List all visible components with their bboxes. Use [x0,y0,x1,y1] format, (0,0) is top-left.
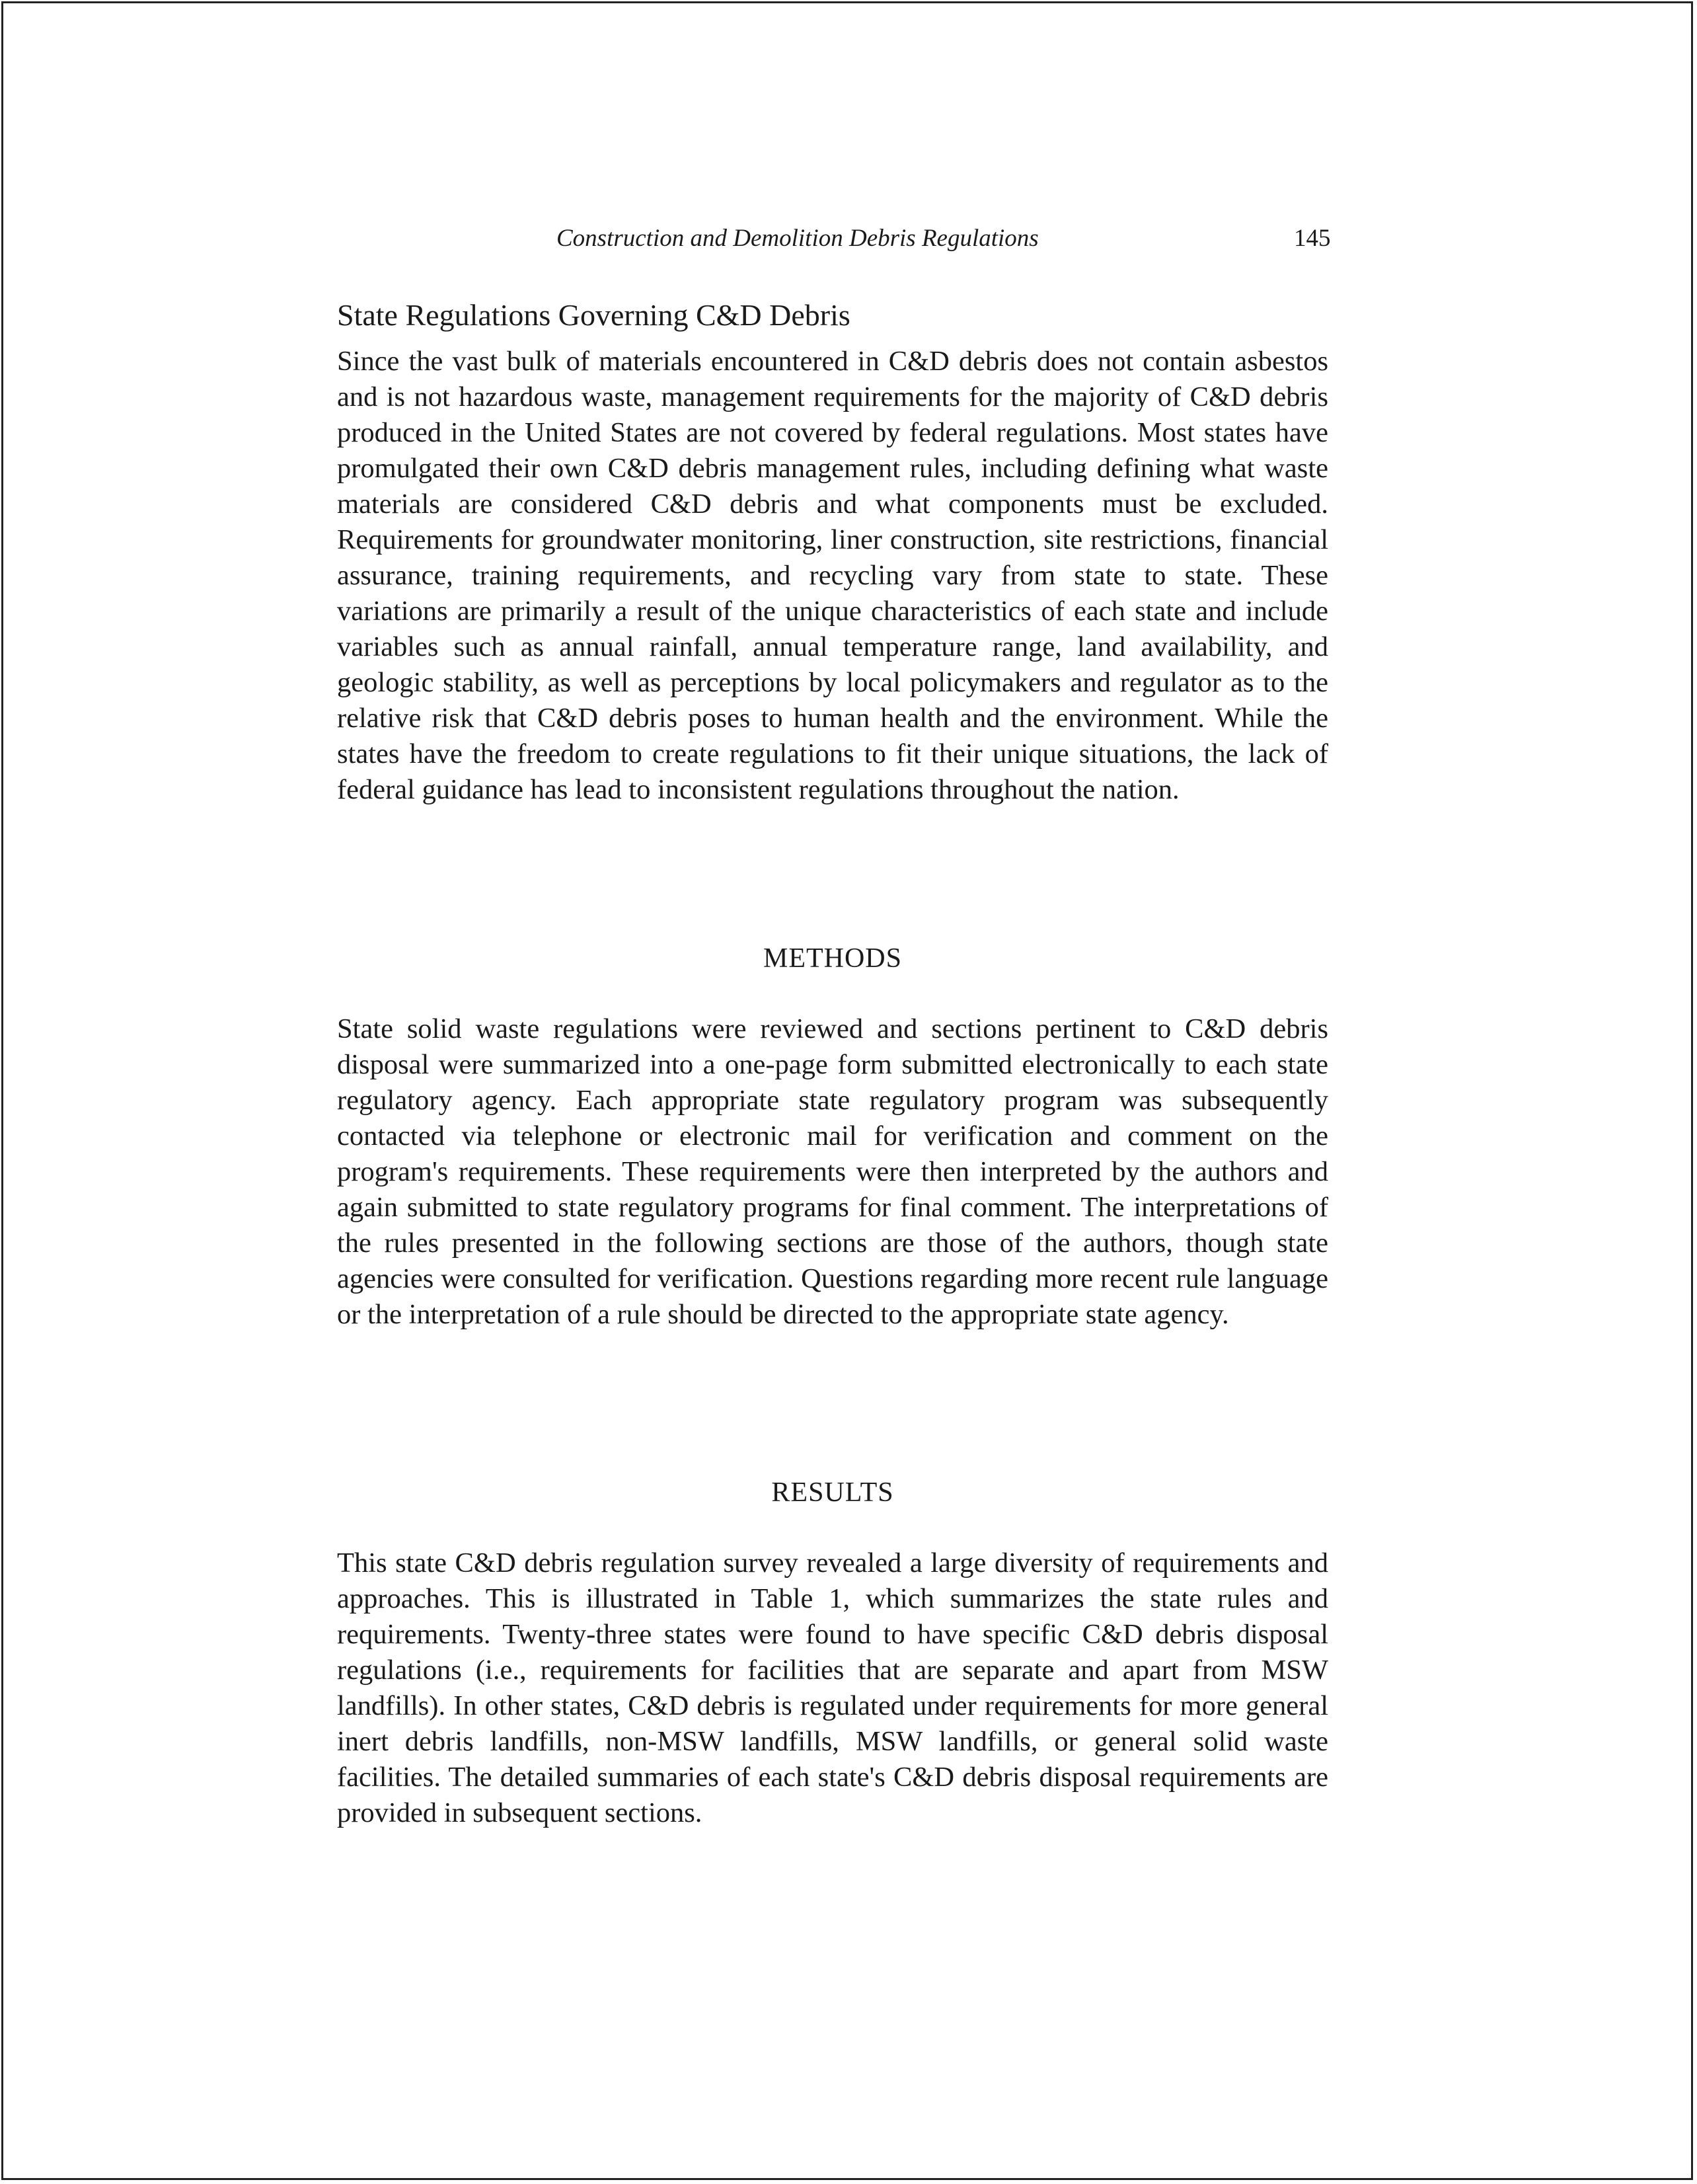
section-heading: State Regulations Governing C&D Debris [337,298,850,332]
methods-heading: METHODS [763,943,902,974]
page-number: 145 [1294,225,1331,252]
running-head: Construction and Demolition Debris Regulations [556,225,1039,252]
methods-paragraph: State solid waste regulations were reviewed and sections pertinent to C&D debris disposal were summarized into a one-page form submitted electronically to each state regulatory agency. Each appropriate state regulatory program was subsequently contacted via telephone or electronic mail for verification and comment on the program's requirements. These requirements were then interpreted by the authors and again submitted to state regulatory programs for final comment. The interpretations of the rules presented in the following sections are those of the authors, though state agencies were consulted for verification. Questions regarding more recent rule language or the interpretation of a rule should be directed to the appropriate state agency. [337,1013,1328,1330]
results-heading: RESULTS [771,1477,894,1508]
results-paragraph: This state C&D debris regulation survey revealed a large diversity of requirements and approaches. This is illustrated in Table 1, which summarizes the state rules and requirements. Twenty-three states were found to have specific C&D debris disposal regulations (i.e., requirements for facilities that are separate and apart from MSW landfills). In other states, C&D debris is regulated under requirements for more general inert debris landfills, non-MSW landfills, MSW landfills, or general solid waste facilities. The detailed summaries of each state's C&D debris disposal requirements are provided in subsequent sections. [337,1547,1328,1828]
intro-paragraph: Since the vast bulk of materials encountered in C&D debris does not contain asbestos and is not hazardous waste, management requirements for the majority of C&D debris produced in the United States are not covered by federal regulations. Most states have promulgated their own C&D debris management rules, including defining what waste materials are considered C&D debris and what components must be excluded. Requirements for groundwater monitoring, liner construction, site restrictions, financial assurance, training requirements, and recycling vary from state to state. These variations are primarily a result of the unique characteristics of each state and include variables such as annual rainfall, annual temperature range, land availability, and geologic stability, as well as perceptions by local policymakers and regulator as to the relative risk that C&D debris poses to human health and the environment. While the states have the freedom to create regulations to fit their unique situations, the lack of federal guidance has lead to inconsistent regulations throughout the nation. [337,346,1328,805]
